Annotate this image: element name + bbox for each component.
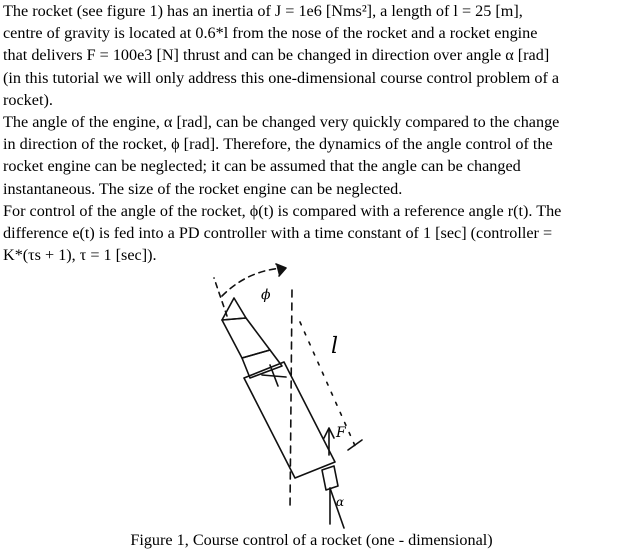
text-line: For control of the angle of the rocket, ϕ(t) is compared with a reference angle r(t). The	[3, 201, 562, 220]
rocket-diagram	[0, 256, 639, 556]
text-line: instantaneous. The size of the rocket engine can be neglected.	[3, 179, 403, 198]
paragraph-rocket-properties	[3, 0, 635, 111]
text-line: The rocket (see figure 1) has an inertia of J = 1e6 [Nms²], a length of l = 25 [m],	[3, 2, 523, 20]
text-line: The angle of the engine, α [rad], can be changed very quickly compared to the change	[3, 113, 560, 132]
text-line: (in this tutorial we will only address this one-dimensional course control problem of a	[3, 68, 560, 87]
vertical-reference-line	[290, 290, 292, 510]
length-dimension-tick	[348, 440, 362, 450]
label-force: F	[336, 425, 346, 441]
phi-arc-arrowhead	[276, 264, 286, 276]
text-line: centre of gravity is located at 0.6*l from the nose of the rocket and a rocket engine	[3, 24, 538, 43]
cog-marker-cross	[262, 375, 286, 377]
rocket-nose	[222, 298, 246, 320]
figure-rocket	[0, 256, 639, 556]
text-line: difference e(t) is fed into a PD controller with a time constant of 1 [sec] (controller =	[3, 224, 553, 243]
rocket-main-body	[244, 362, 335, 478]
document-body	[3, 0, 635, 266]
rocket-engine	[322, 466, 338, 490]
label-phi: ϕ	[261, 287, 271, 303]
figure-caption: Figure 1, Course control of a rocket (one - dimensional)	[130, 531, 493, 549]
rocket-body	[222, 298, 338, 490]
phi-angle-arc	[222, 268, 284, 296]
text-line: rocket engine can be neglected; it can be assumed that the angle can be changed	[3, 157, 521, 176]
text-line: rocket).	[3, 90, 53, 109]
label-length: l	[331, 334, 339, 359]
rocket-axis-extension	[214, 278, 227, 316]
paragraph-engine-angle	[3, 111, 635, 200]
text-line: in direction of the rocket, ϕ [rad]. Therefore, the dynamics of the angle control of the	[3, 135, 553, 154]
text-line: that delivers F = 100e3 [N] thrust and can be changed in direction over angle α [rad]	[3, 46, 550, 65]
text-line: K*(τs + 1), τ = 1 [sec]).	[3, 246, 157, 265]
label-alpha: α	[336, 495, 345, 509]
rocket-shoulder	[242, 350, 282, 378]
